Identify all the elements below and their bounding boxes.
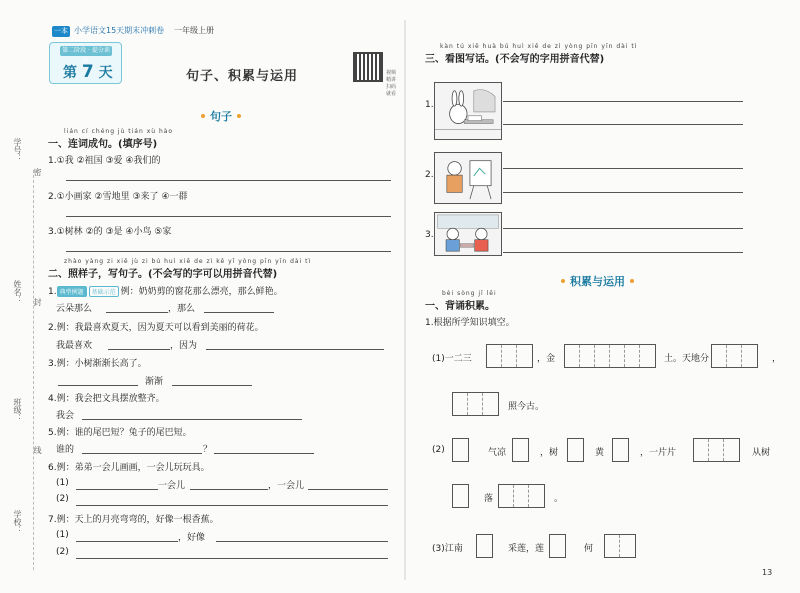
fill-5c: 何: [584, 544, 594, 554]
brand-logo: 一本: [54, 27, 68, 35]
day-number: 7: [81, 62, 94, 82]
school-label: 学校：: [13, 510, 22, 534]
pic-label-1: 1.: [425, 100, 434, 110]
fill-3d: 黄: [595, 448, 605, 458]
q2-item-6b: (2): [56, 494, 69, 504]
fill-4a: 落: [484, 494, 494, 504]
char-grid[interactable]: [711, 344, 758, 368]
painting-scene-icon: [435, 153, 501, 203]
bullet-icon: [630, 279, 634, 283]
answer-line[interactable]: [503, 252, 743, 253]
r-q1-pinyin: bèi sòng jī lěi: [442, 290, 497, 297]
answer-line[interactable]: [58, 385, 138, 386]
q2-fill-1b: ，那么: [168, 304, 196, 314]
seal-mark-3: 线: [33, 446, 42, 454]
q2-item-7: 7.例：天上的月亮弯弯的，好像一根香蕉。: [48, 515, 219, 525]
fill-3a: (2): [432, 445, 445, 455]
answer-line[interactable]: [216, 541, 388, 542]
q1-pinyin: lián cí chéng jù tián xù hào: [64, 128, 174, 135]
q2-item-7a-end: ，好像: [178, 533, 206, 543]
fill-3c: ，树: [540, 448, 559, 458]
q2-item-6a: (1): [56, 478, 69, 488]
fill-2a: 照今古。: [508, 402, 545, 412]
page-number: 13: [762, 568, 773, 577]
q2-fill-3: 渐渐: [145, 377, 164, 387]
binding-gutter: [6, 130, 42, 570]
fill-1c: 土。天地分: [664, 354, 710, 364]
answer-line[interactable]: [66, 180, 391, 181]
answer-line[interactable]: [76, 505, 388, 506]
picture-2-painting: [434, 152, 502, 204]
day-prefix: 第: [63, 65, 77, 81]
q2-fill-2a: 我最喜欢: [56, 341, 93, 351]
fill-3e: ，一片片: [640, 448, 677, 458]
q2-item-7b: (2): [56, 547, 69, 557]
q2-fill-2b: ，因为: [170, 341, 198, 351]
seal-mark: 密: [33, 168, 42, 176]
answer-line[interactable]: [503, 228, 743, 229]
char-grid[interactable]: [498, 484, 545, 508]
lesson-title: 句子、积累与运用: [186, 69, 299, 84]
answer-line[interactable]: [190, 489, 268, 490]
char-grid[interactable]: [452, 438, 469, 462]
stage-tag: 第二阶段 · 提分训练: [60, 46, 112, 56]
q2-fill-4: 我会: [56, 411, 75, 421]
example-tag-2: 基础示范: [89, 286, 119, 297]
qr-code-icon[interactable]: [353, 52, 383, 82]
class-label: 班级：: [13, 398, 22, 422]
answer-line[interactable]: [82, 453, 202, 454]
answer-line[interactable]: [214, 453, 314, 454]
q2-title: 二、照样子，写句子。(不会写的字可以用拼音代替): [48, 269, 278, 280]
char-grid[interactable]: [549, 534, 566, 558]
q1-item-3: 3.①树林 ②的 ③是 ④小鸟 ⑤家: [48, 227, 172, 237]
example-tag: 典型例题: [57, 286, 87, 297]
q1-item-1: 1.①我 ②祖国 ③爱 ④我们的: [48, 156, 161, 166]
q2-item-7a: (1): [56, 530, 69, 540]
q2-item-6a-end: ，一会儿: [268, 481, 305, 491]
q3-pinyin: kàn tú xiě huà bú huì xiě de zì yòng pīn yīn dài tì: [440, 43, 638, 50]
answer-line[interactable]: [308, 489, 388, 490]
answer-line[interactable]: [172, 385, 252, 386]
answer-line[interactable]: [503, 101, 743, 102]
answer-line[interactable]: [82, 419, 302, 420]
answer-line[interactable]: [503, 168, 743, 169]
q2-item-3: 3.例：小树渐渐长高了。: [48, 359, 147, 369]
answer-line[interactable]: [503, 192, 743, 193]
char-grid[interactable]: [512, 438, 529, 462]
q2-fill-5: 谁的: [56, 445, 75, 455]
qr-caption: 视频精讲 扫码就看: [386, 70, 397, 97]
fill-1d: ，: [772, 354, 782, 364]
cut-line: [33, 170, 34, 570]
fill-4b: 。: [554, 494, 564, 504]
pic-label-2: 2.: [425, 170, 434, 180]
char-grid[interactable]: [693, 438, 740, 462]
q2-pinyin: zhào yàng zi xiě jù zi bú huì xiě de zì kě yǐ yòng pīn yīn dài tì: [64, 258, 312, 265]
student-no-label: 学号：: [13, 138, 22, 162]
answer-line[interactable]: [76, 489, 158, 490]
name-label: 姓名：: [13, 280, 22, 304]
section-title-accumulation: 积累与运用: [556, 273, 639, 289]
fill-3f: 从树: [752, 448, 771, 458]
bullet-icon: [561, 279, 565, 283]
answer-line[interactable]: [503, 124, 743, 125]
q1-title: 一、连词成句。(填序号): [48, 139, 158, 150]
q2-item-6: 6.例：弟弟一会儿画画，一会儿玩玩具。: [48, 463, 210, 473]
bullet-icon: [201, 114, 205, 118]
char-grid[interactable]: [567, 438, 584, 462]
fill-5b: 采莲，莲: [508, 544, 545, 554]
book-spine: [404, 20, 406, 580]
q3-title: 三、看图写话。(不会写的字用拼音代替): [425, 54, 605, 65]
day-suffix: 天: [98, 65, 113, 81]
picture-1-rabbit-drawing: [434, 82, 502, 140]
q2-item-6a-mid: 一会儿: [158, 481, 186, 491]
q2-item-4: 4.例：我会把文具摆放整齐。: [48, 394, 165, 404]
r-q1-sub: 1.根据所学知识填空。: [425, 318, 515, 328]
answer-line[interactable]: [206, 349, 384, 350]
char-grid[interactable]: [612, 438, 629, 462]
q1-item-2: 2.①小画家 ②雪地里 ③来了 ④一群: [48, 192, 188, 202]
grade-label: 一年级上册: [174, 26, 214, 35]
char-grid[interactable]: [452, 484, 469, 508]
q2-item-5: 5.例：谁的尾巴短？兔子的尾巴短。: [48, 428, 192, 438]
answer-line[interactable]: [76, 558, 388, 559]
picture-3-children: [434, 212, 502, 256]
answer-line[interactable]: [66, 216, 391, 217]
rabbit-drawing-icon: [435, 83, 501, 139]
char-grid[interactable]: [604, 534, 636, 558]
answer-line[interactable]: [66, 251, 391, 252]
char-grid[interactable]: [564, 344, 656, 368]
answer-line[interactable]: [76, 541, 178, 542]
fill-3b: 气凉: [488, 448, 507, 458]
q2-item-2: 2.例：我最喜欢夏天，因为夏天可以看到美丽的荷花。: [48, 323, 264, 333]
book-title: 小学语文15天期末冲刺卷: [74, 26, 165, 35]
char-grid[interactable]: [476, 534, 493, 558]
bullet-icon: [237, 114, 241, 118]
fill-1b: ，金: [537, 354, 556, 364]
answer-line[interactable]: [204, 312, 274, 313]
char-grid[interactable]: [452, 392, 499, 416]
answer-line[interactable]: [108, 349, 170, 350]
answer-line[interactable]: [106, 312, 168, 313]
char-grid[interactable]: [486, 344, 533, 368]
fill-5a: (3)江南: [432, 544, 463, 554]
r-q1-title: 一、背诵积累。: [425, 301, 495, 312]
seal-mark-2: 封: [33, 298, 42, 306]
children-scene-icon: [435, 213, 501, 255]
q2-fill-1a: 云朵那么: [56, 304, 93, 314]
q2-example-1: 1. 典型例题 基础示范 例：奶奶剪的窗花那么漂亮，那么鲜艳。: [48, 287, 283, 297]
pic-label-3: 3.: [425, 230, 434, 240]
section-title-sentences: 句子: [196, 108, 246, 124]
q2-fill-5-q: ？: [203, 445, 213, 455]
day-label: [63, 62, 113, 82]
fill-1a: (1)一二三: [432, 354, 472, 364]
